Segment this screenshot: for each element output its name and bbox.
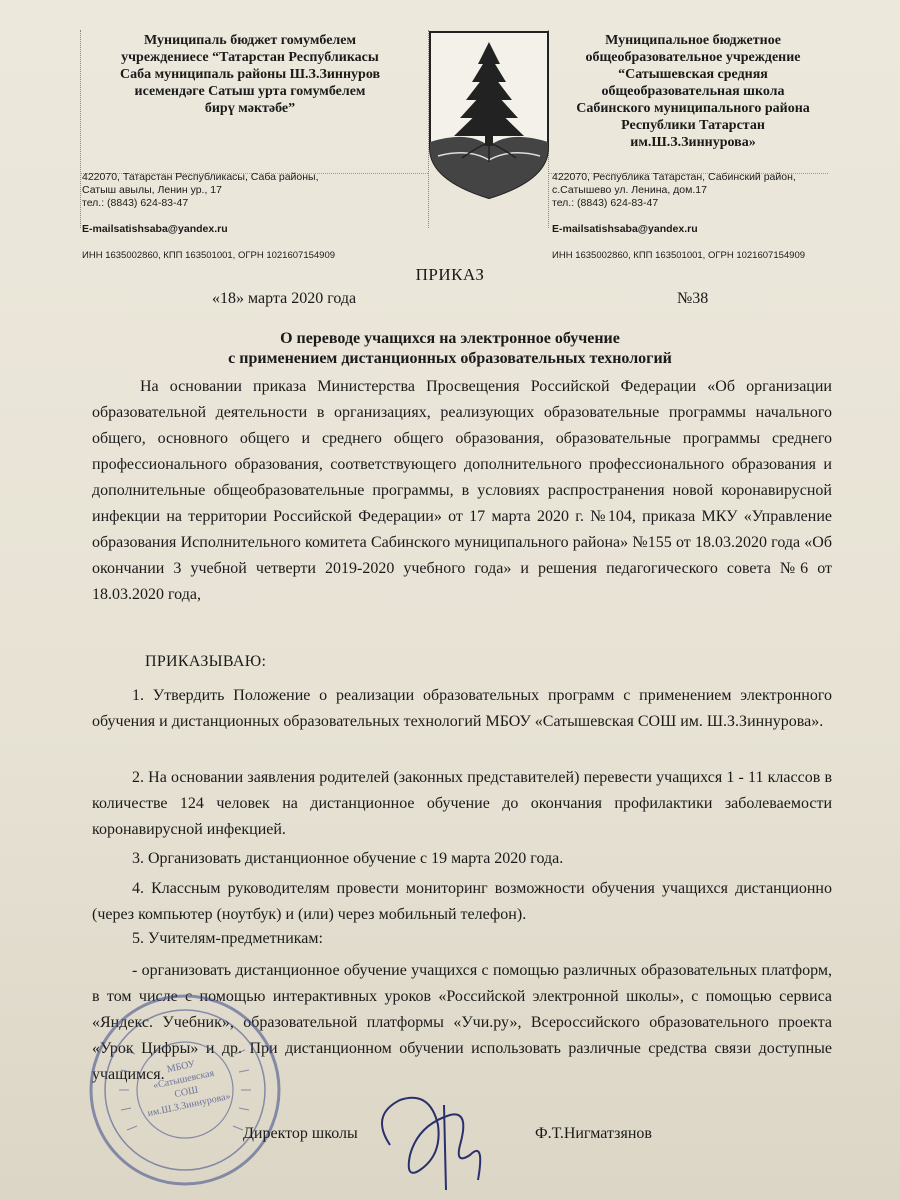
document-title: ПРИКАЗ — [415, 265, 485, 284]
stamp-text: МБОУ «Сатышевская СОШ им.Ш.З.Зиннурова» — [146, 1058, 232, 1120]
divider — [80, 30, 81, 228]
right-address: 422070, Республика Татарстан, Сабинский район, с.Сатышево ул. Ленина, дом.17 тел.: (8843) 624-83-47 — [552, 171, 796, 209]
right-email: E-mailsatishsaba@yandex.ru — [552, 223, 698, 235]
document-subject — [0, 329, 900, 369]
right-inn: ИНН 1635002860, КПП 163501001, ОГРН 1021607154909 — [552, 250, 806, 261]
left-email: E-mailsatishsaba@yandex.ru — [82, 223, 228, 235]
order-item: 3. Организовать дистанционное обучение с 19 марта 2020 года. — [132, 850, 564, 867]
order-item: 2. На основании заявления родителей (законных представителей) перевести учащихся 1 - 11 классов в количестве 124 человек на дистанционное обучение до окончания профилактики заболеваемости коронавирусной инфекцией. — [92, 769, 832, 838]
letterhead-right — [548, 20, 838, 151]
subject-text: О переводе учащихся на электронное обучение с применением дистанционных образовательных технологий — [228, 330, 672, 367]
official-stamp — [85, 990, 285, 1190]
letterhead-left — [70, 20, 410, 117]
preamble-paragraph: На основании приказа Министерства Просвещения Российской Федерации «Об организации образовательной деятельности в организациях, реализующих образовательные программы начального общего, основного общего и среднего общего образования, образовательные программы среднего профессионального образования, соответствующего дополнительного профессионального образования и дополнительные общеобразовательные программы, в условиях распространения новой коронавирусной инфекции на территории Российской Федерации» от 17 марта 2020 г. №104, приказа МКУ «Управление образования Исполнительного комитета Сабинского муниципального района» №155 от 18.03.2020 года «Об окончании 3 учебной четверти 2019-2020 учебного года» и решения педагогического совета №6 от 18.03.2020 года, — [92, 378, 832, 603]
document-date: «18» марта 2020 года — [212, 290, 357, 307]
signer-name: Ф.Т.Нигматзянов — [535, 1125, 652, 1142]
left-inn: ИНН 1635002860, КПП 163501001, ОГРН 1021607154909 — [82, 250, 336, 261]
right-org-name: Муниципальное бюджетное общеобразовательное учреждение “Сатышевская средняя общеобразовательная школа Сабинского муниципального района Республики Татарстан им.Ш.З.Зиннурова» — [576, 33, 810, 150]
order-item: 1. Утвердить Положение о реализации образовательных программ с применением электронного обучения и дистанционных образовательных технологий МБОУ «Сатышевская СОШ им. Ш.З.Зиннурова». — [92, 687, 832, 730]
document-number: №38 — [677, 290, 709, 307]
right-address-block — [552, 158, 837, 275]
order-item: 4. Классным руководителям провести мониторинг возможности обучения учащихся дистанционно (через компьютер (ноутбук) и (или) через мобильный телефон). — [92, 880, 832, 923]
coat-of-arms-emblem — [428, 30, 550, 200]
order-word: ПРИКАЗЫВАЮ: — [145, 653, 267, 670]
signature — [360, 1085, 510, 1195]
left-address: 422070, Татарстан Республикасы, Саба районы, Сатыш авылы, Ленин ур., 17 тел.: (8843) 624-83-47 — [82, 171, 319, 209]
letterhead — [70, 20, 830, 261]
order-item: - организовать дистанционное обучение учащихся с помощью различных образовательных платформ, в том числе с помощью интерактивных уроков «Российской электронной школы», с помощью сервиса «Яндекс. Учебник», образовательной платформы «Учи.ру», Всероссийского образовательного проекта «Урок Цифры» и др. При дистанционном обучении использовать различные средства связи доступные учащимся. — [92, 962, 832, 1083]
signer-title: Директор школы — [243, 1125, 358, 1142]
left-address-block — [82, 158, 427, 275]
left-org-name: Муниципаль бюджет гомумбелем учреждениесе “Татарстан Республикасы Саба муниципаль районы Ш.З.Зиннуров исемендәге Сатыш урта гомумбелем бирү мәктәбе” — [119, 33, 381, 116]
order-item: 5. Учителям-предметникам: — [132, 930, 323, 947]
